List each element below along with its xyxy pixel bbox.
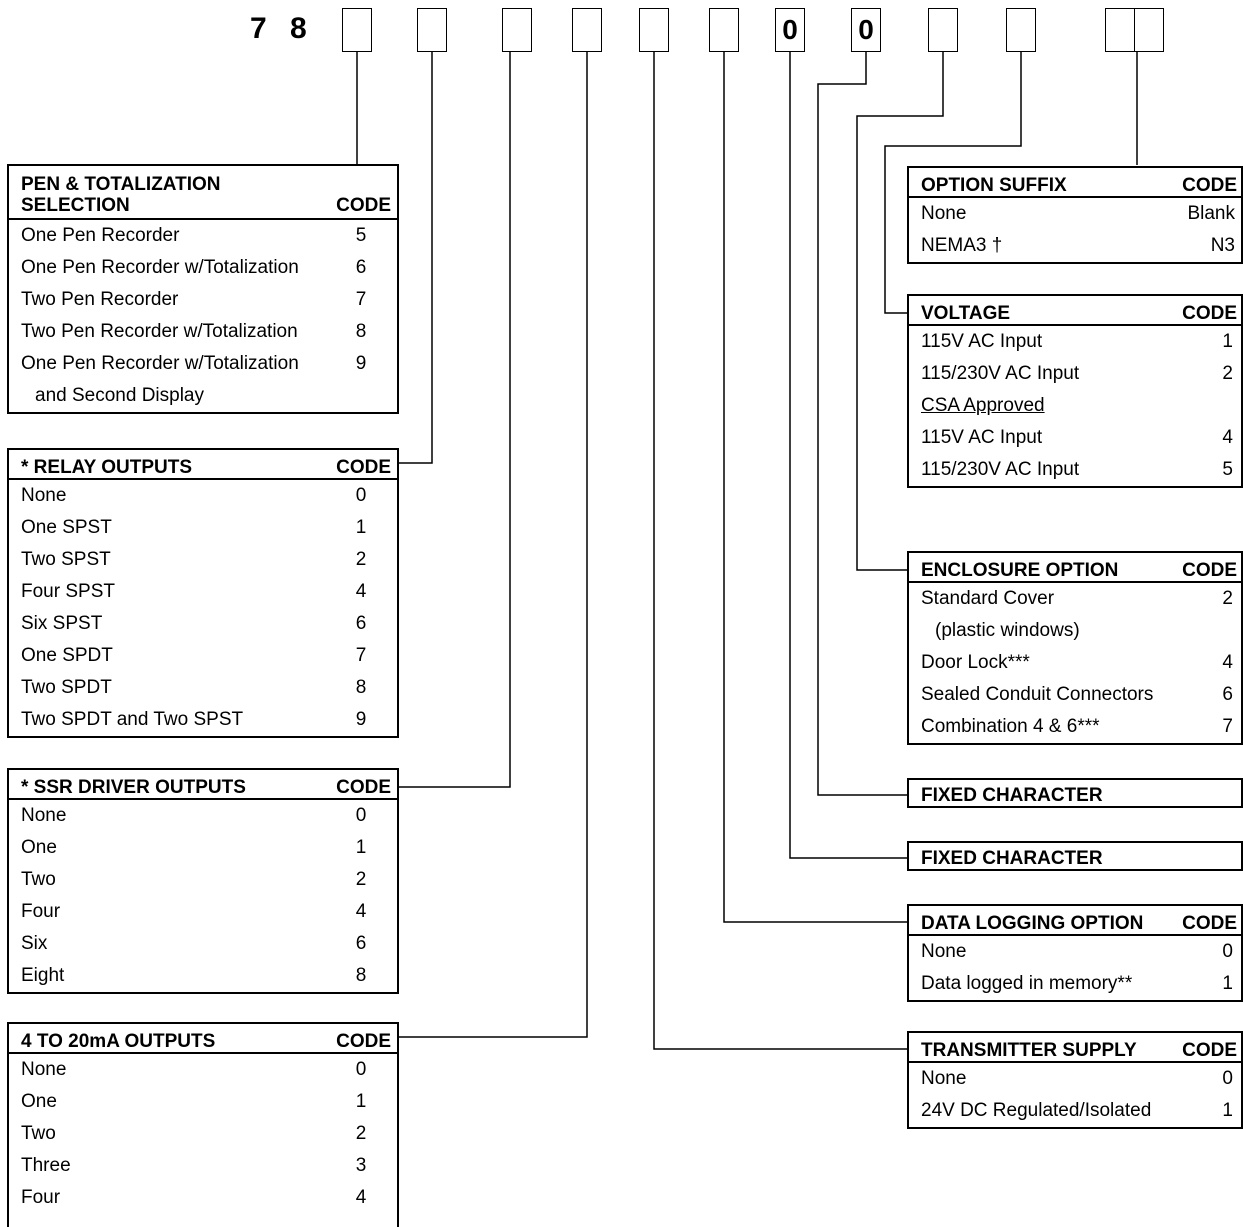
table-row: Two SPST 2 [21,549,367,570]
code-box-ssr [502,8,532,52]
table-row: One Pen Recorder w/Totalization 9 [21,353,367,374]
table-header [9,770,397,800]
table-row: Four 4 [21,901,367,922]
table-row: One 1 [21,1091,367,1112]
code-header: CODE [1182,303,1237,324]
table-row: Door Lock*** 4 [921,652,1233,673]
table-row: Two 2 [21,1123,367,1144]
code-box-ma [572,8,602,52]
code-box-option-suffix-2 [1134,8,1164,52]
table-row: Two SPDT 8 [21,677,367,698]
table-row: Two Pen Recorder w/Totalization 8 [21,321,367,342]
table-row: 115V AC Input 4 [921,427,1233,448]
table-row: Four 4 [21,1187,367,1208]
connector-ma [398,52,587,1037]
data-logging-option-table [907,904,1243,1002]
code-box-data-logging [709,8,739,52]
code-box-pen [342,8,372,52]
connector-fixed1 [818,52,907,795]
transmitter-supply-table [907,1031,1243,1129]
table-row: Three 3 [21,1155,367,1176]
table-row: CSA Approved [921,395,1045,416]
table-row: Two 2 [21,869,367,890]
option-suffix-table [907,166,1243,264]
table-header [909,168,1241,198]
table-header [9,450,397,480]
table-title: ENCLOSURE OPTION [921,560,1119,581]
table-row: Two Pen Recorder 7 [21,289,367,310]
table-row: Six SPST 6 [21,613,367,634]
code-header: CODE [1182,1040,1237,1061]
table-header [909,906,1241,936]
table-row: Data logged in memory** 1 [921,973,1233,994]
table-row: None Blank [921,203,1235,224]
table-row: One Pen Recorder w/Totalization 6 [21,257,367,278]
table-title: * SSR DRIVER OUTPUTS [21,777,246,798]
code-box-fixed-char-2: 0 [851,8,881,52]
table-title: TRANSMITTER SUPPLY [921,1040,1137,1061]
fixed-character-table-1 [907,778,1243,808]
table-header [909,843,1241,869]
code-header: CODE [336,195,391,216]
connector-relay [398,52,432,463]
table-header [909,780,1241,806]
table-header [909,296,1241,326]
table-row: 24V DC Regulated/Isolated 1 [921,1100,1233,1121]
code-box-relay [417,8,447,52]
table-title: FIXED CHARACTER [921,848,1103,869]
enclosure-option-table [907,551,1243,745]
code-header: CODE [1182,913,1237,934]
connector-fixed2 [790,52,907,858]
code-header: CODE [1182,560,1237,581]
table-title: DATA LOGGING OPTION [921,913,1144,934]
table-row: None 0 [21,805,367,826]
table-title: OPTION SUFFIX [921,175,1067,196]
code-header: CODE [336,777,391,798]
table-title: FIXED CHARACTER [921,785,1103,806]
table-row: One 1 [21,837,367,858]
table-title: 4 TO 20mA OUTPUTS [21,1031,216,1052]
table-row: and Second Display [35,385,204,406]
table-row: None 0 [21,1059,367,1080]
table-row: None 0 [921,1068,1233,1089]
table-header [909,1033,1241,1063]
connector-transmitter [654,52,907,1049]
relay-outputs-table [7,448,399,738]
table-row: None 0 [21,485,367,506]
table-title: VOLTAGE [921,303,1011,324]
table-row: None 0 [921,941,1233,962]
table-title: PEN & TOTALIZATION SELECTION [21,174,221,216]
table-row: (plastic windows) [935,620,1080,641]
table-row: Six 6 [21,933,367,954]
table-row: One Pen Recorder 5 [21,225,367,246]
table-row: Sealed Conduit Connectors 6 [921,684,1233,705]
table-row: One SPST 1 [21,517,367,538]
table-row: Standard Cover 2 [921,588,1233,609]
table-row: 115/230V AC Input 2 [921,363,1233,384]
table-row: One SPDT 7 [21,645,367,666]
code-box-option-suffix-1 [1105,8,1135,52]
table-row: NEMA3 † N3 [921,235,1235,256]
code-header: CODE [336,457,391,478]
code-box-fixed-char-1: 0 [775,8,805,52]
code-header: CODE [336,1031,391,1052]
connector-ssr [398,52,510,787]
fixed-character-table-2 [907,841,1243,871]
connector-data-logging [724,52,907,922]
table-row: Two SPDT and Two SPST 9 [21,709,367,730]
prefix-digit-7: 7 [250,12,267,45]
pen-totalization-table [7,164,399,414]
table-row: Eight 8 [21,965,367,986]
code-box-voltage [1006,8,1036,52]
prefix-digit-8: 8 [290,12,307,45]
ma-outputs-table [7,1022,399,1227]
table-row: Combination 4 & 6*** 7 [921,716,1233,737]
voltage-table [907,294,1243,488]
ssr-driver-outputs-table [7,768,399,994]
table-title: * RELAY OUTPUTS [21,457,193,478]
table-row: Four SPST 4 [21,581,367,602]
table-row: 115V AC Input 1 [921,331,1233,352]
table-header [909,553,1241,583]
code-header: CODE [1182,175,1237,196]
code-box-transmitter [639,8,669,52]
table-header [9,166,397,220]
table-header [9,1024,397,1054]
table-row: 115/230V AC Input 5 [921,459,1233,480]
code-box-enclosure [928,8,958,52]
